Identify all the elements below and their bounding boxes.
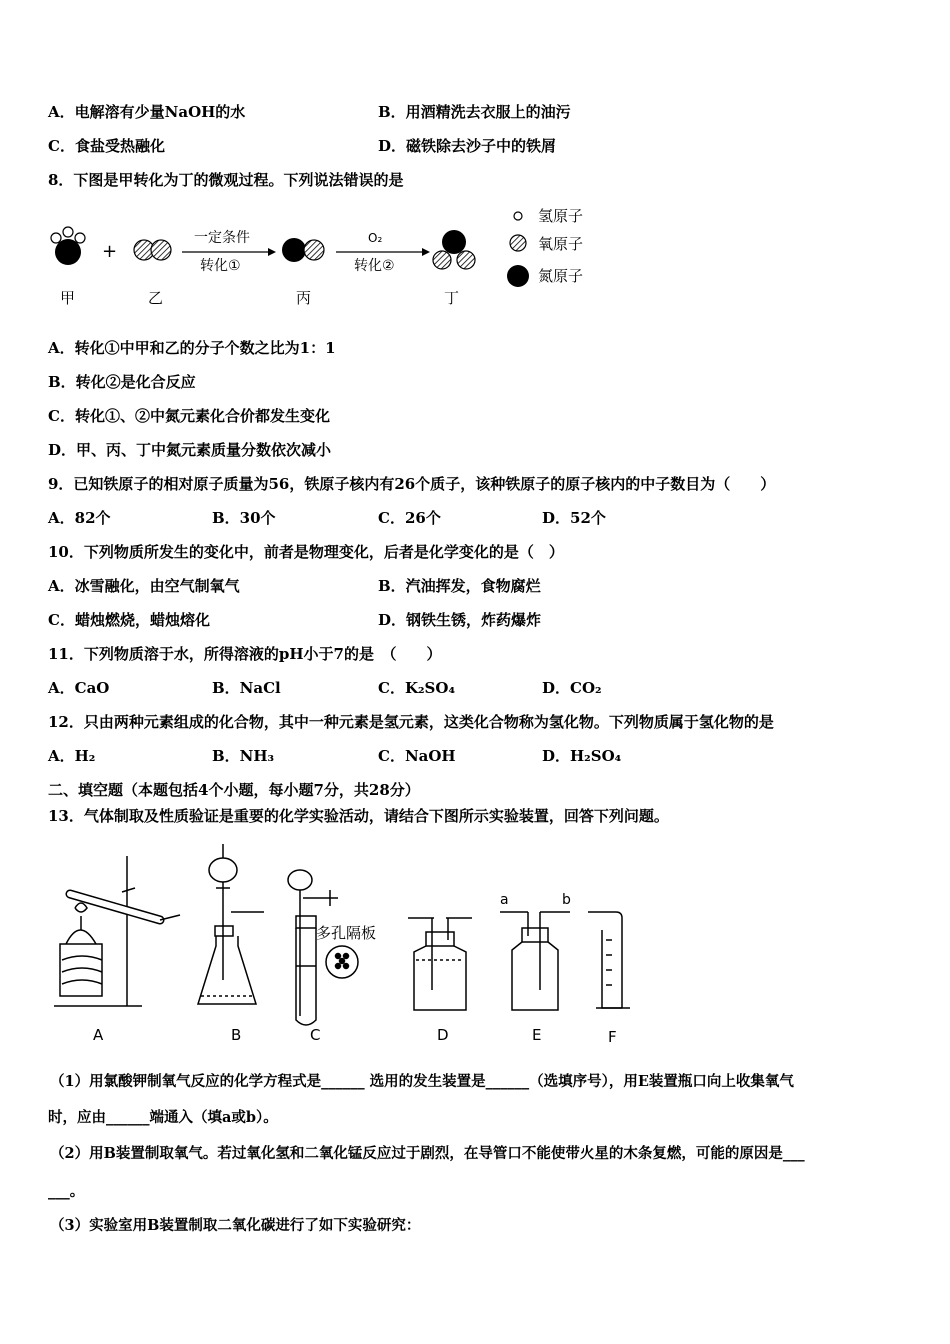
legend-nitrogen: 氮原子 — [538, 267, 584, 285]
q8-option-a: A．转化①中甲和乙的分子个数之比为1：1 — [48, 339, 336, 357]
label-d: D — [437, 1026, 449, 1044]
apparatus-e — [500, 912, 570, 1010]
q13-part1-line1: （1）用氯酸钾制氧气反应的化学方程式是______ 选用的发生装置是______（选填序号），用E装置瓶口向上收集氧气 — [50, 1073, 794, 1090]
label-f: F — [608, 1028, 617, 1046]
q11-option-c: C．K₂SO₄ — [378, 679, 456, 697]
apparatus-a — [54, 856, 180, 1006]
q11-option-b: B．NaCl — [212, 679, 281, 697]
molecule-yi — [134, 240, 171, 260]
q8-stem: 8．下图是甲转化为丁的微观过程。下列说法错误的是 — [48, 171, 404, 189]
label-b: B — [231, 1026, 242, 1044]
apparatus-f — [588, 912, 630, 1008]
q13-part3: （3）实验室用B装置制取二氧化碳进行了如下实验研究： — [50, 1217, 421, 1234]
q12-stem: 12．只由两种元素组成的化合物，其中一种元素是氢元素，这类化合物称为氢化物。下列物质属于氢化物的是 — [48, 713, 774, 731]
q12-option-a: A．H₂ — [48, 747, 96, 765]
arrow2-top-label: O₂ — [368, 231, 383, 245]
label-ding: 丁 — [444, 289, 460, 307]
q10-stem: 10．下列物质所发生的变化中，前者是物理变化，后者是化学变化的是（ ） — [48, 543, 564, 561]
q13-apparatus-figure — [40, 840, 680, 1050]
plus-sign: + — [102, 241, 118, 262]
q13-part2-line1: （2）用B装置制取氧气。若过氧化氢和二氧化锰反应过于剧烈，在导管口不能使带火星的木条复燃，可能的原因是___ — [50, 1145, 805, 1162]
label-e: E — [532, 1026, 542, 1044]
tube-a-label: a — [500, 892, 509, 908]
q9-option-b: B．30个 — [212, 509, 276, 527]
q10-option-b: B．汽油挥发，食物腐烂 — [378, 577, 541, 595]
q11-option-d: D．CO₂ — [542, 679, 602, 697]
arrow2-bottom-label: 转化② — [354, 258, 395, 274]
q9-option-d: D．52个 — [542, 509, 606, 527]
q8-option-d: D．甲、丙、丁中氮元素质量分数依次减小 — [48, 441, 332, 459]
q8-reaction-diagram — [40, 200, 600, 315]
q13-part1-line2: 时，应由______端通入（填a或b）。 — [48, 1109, 278, 1126]
label-jia: 甲 — [60, 289, 76, 307]
q12-option-d: D．H₂SO₄ — [542, 747, 622, 765]
q9-stem: 9．已知铁原子的相对原子质量为56，铁原子核内有26个质子，该种铁原子的原子核内的中子数目为（ ） — [48, 475, 776, 493]
apparatus-c — [288, 870, 358, 1025]
q13-stem: 13．气体制取及性质验证是重要的化学实验活动，请结合下图所示实验装置，回答下列问题。 — [48, 807, 669, 825]
q7-option-c: C．食盐受热融化 — [48, 137, 165, 155]
arrow1-bottom-label: 转化① — [200, 258, 241, 274]
legend-hydrogen: 氢原子 — [538, 207, 584, 225]
tube-b-label: b — [562, 892, 571, 908]
legend-oxygen: 氧原子 — [538, 235, 584, 253]
label-c: C — [310, 1026, 321, 1044]
apparatus-d — [408, 918, 472, 1010]
q12-option-c: C．NaOH — [378, 747, 456, 765]
q7-option-a: A．电解溶有少量NaOH的水 — [48, 103, 246, 121]
q10-option-d: D．钢铁生锈，炸药爆炸 — [378, 611, 542, 629]
q11-option-a: A．CaO — [48, 679, 110, 697]
q10-option-a: A．冰雪融化，由空气制氧气 — [48, 577, 240, 595]
molecule-bing — [282, 238, 324, 262]
label-a: A — [93, 1026, 104, 1044]
q8-option-c: C．转化①、②中氮元素化合价都发生变化 — [48, 407, 330, 425]
label-bing: 丙 — [296, 289, 312, 307]
label-yi: 乙 — [148, 289, 164, 307]
q10-option-c: C．蜡烛燃烧，蜡烛熔化 — [48, 611, 210, 629]
molecule-jia — [51, 227, 85, 265]
q7-option-b: B．用酒精洗去衣服上的油污 — [378, 103, 571, 121]
arrow1-top-label: 一定条件 — [194, 230, 250, 246]
section2-heading: 二、填空题（本题包括4个小题，每小题7分，共28分） — [48, 781, 420, 799]
q11-stem: 11．下列物质溶于水，所得溶液的pH小于7的是 （ ） — [48, 645, 442, 663]
apparatus-b — [198, 844, 264, 1004]
porous-plate-label: 多孔隔板 — [316, 924, 377, 942]
molecule-ding — [433, 230, 475, 269]
q9-option-c: C．26个 — [378, 509, 441, 527]
q7-option-d: D．磁铁除去沙子中的铁屑 — [378, 137, 557, 155]
q8-option-b: B．转化②是化合反应 — [48, 373, 196, 391]
q12-option-b: B．NH₃ — [212, 747, 275, 765]
q9-option-a: A．82个 — [48, 509, 111, 527]
legend — [507, 207, 583, 287]
q13-part2-line2: ___。 — [48, 1183, 85, 1200]
